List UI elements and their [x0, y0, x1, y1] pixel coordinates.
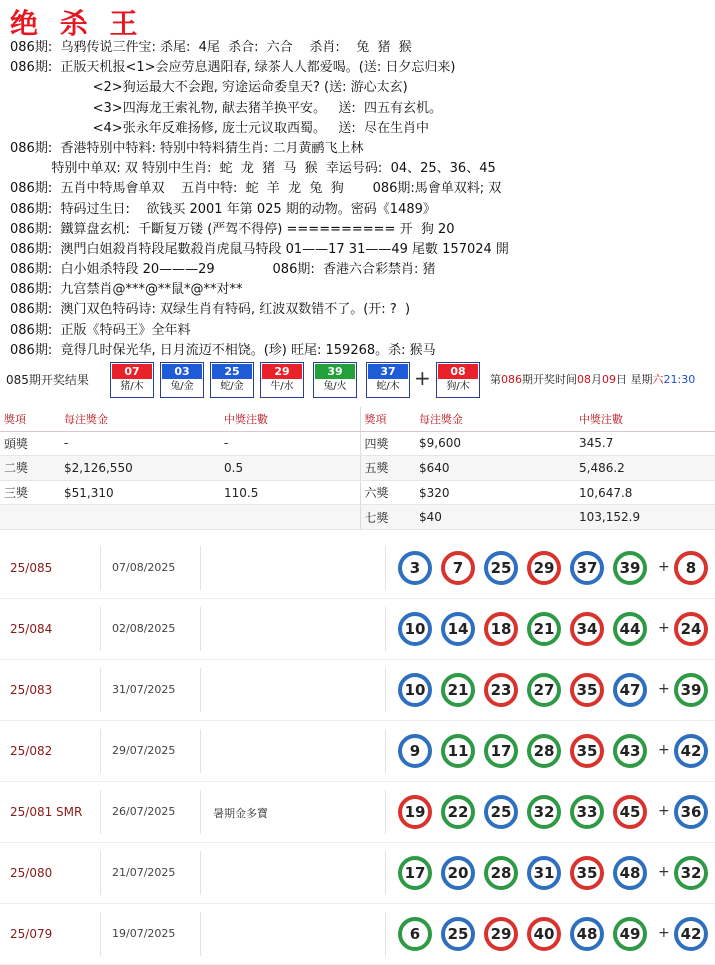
history-row: [0, 538, 715, 599]
lottery-ball: 43: [613, 734, 647, 768]
lottery-ball: 35: [570, 856, 604, 890]
lottery-ball: 28: [484, 856, 518, 890]
table-cell: -: [60, 431, 220, 456]
table-cell: [60, 505, 220, 530]
result-label: 085期开奖结果: [6, 373, 89, 387]
ball-zodiac: 兔/火: [323, 381, 347, 392]
special-lottery-ball: 8: [674, 551, 708, 585]
ball-number: 08: [438, 364, 478, 379]
divider: [200, 546, 201, 590]
table-cell: 二獎: [0, 456, 60, 481]
text-line: 086期: 九宫禁肖@***@**鼠*@**对**: [10, 282, 243, 298]
lottery-ball: 14: [441, 612, 475, 646]
text-line: 特别中单双: 双 特别中生肖: 蛇 龙 猪 马 猴 幸运号码: 04、25、36、45: [10, 161, 496, 177]
divider: [385, 790, 386, 834]
text-line: 086期: 五肖中特馬會单双 五肖中特: 蛇 羊 龙 兔 狗 086期:馬會单双料; 双: [10, 181, 502, 197]
divider: [200, 607, 201, 651]
prize-table: [0, 407, 715, 530]
lottery-ball: 40: [527, 917, 561, 951]
text-line: 086期: 鐵算盘玄机: 千斷复万镂 (严驾不得停) ========== 开 狗 20: [10, 221, 455, 237]
lottery-ball: 49: [613, 917, 647, 951]
text-line: 086期: 正版《特码王》全年料: [10, 322, 191, 338]
header-cell: 中獎注數: [220, 407, 360, 431]
result-ball: [110, 362, 154, 398]
divider: [100, 790, 101, 834]
text-line: <4>张永年反难扬修, 庞士元议取西蜀。 送: 尽在生肖中: [10, 120, 430, 136]
draw-prefix: 第: [490, 373, 501, 386]
text-line: <3>四海龙王索礼物, 献去猪羊换平安。 送: 四五有玄机。: [10, 100, 443, 116]
divider: [100, 607, 101, 651]
header-cell: 中獎注數: [575, 407, 715, 431]
ball-zodiac: 蛇/金: [220, 381, 244, 392]
ball-number: 25: [212, 364, 252, 379]
lottery-ball: 19: [398, 795, 432, 829]
table-cell: 七獎: [360, 505, 415, 530]
text-line: <2>狗运最大不会跑, 穷途运命委皇天? (送: 游心太玄): [10, 80, 408, 96]
header-cell: 每注獎金: [60, 407, 220, 431]
plus-sign: +: [414, 366, 431, 390]
lottery-ball: 29: [527, 551, 561, 585]
issue-number[interactable]: 25/085: [10, 561, 53, 575]
lottery-ball: 10: [398, 612, 432, 646]
divider: [100, 851, 101, 895]
draw-day: 09: [602, 373, 616, 386]
table-cell: 四獎: [360, 431, 415, 456]
table-row: [0, 431, 715, 456]
ball-number: 39: [315, 364, 355, 379]
table-cell: $320: [415, 480, 575, 505]
table-cell: [0, 505, 60, 530]
draw-note: 暑期金多寶: [213, 807, 268, 820]
history-row: [0, 660, 715, 721]
plus-sign: +: [658, 864, 670, 880]
table-cell: [220, 505, 360, 530]
lottery-ball: 17: [484, 734, 518, 768]
lottery-ball: 28: [527, 734, 561, 768]
table-cell: 345.7: [575, 431, 715, 456]
issue-number[interactable]: 25/082: [10, 744, 53, 758]
text-line: 086期: 乌鸦传说三件宝: 杀尾: 4尾 杀合: 六合 杀肖: 兔 猪 猴: [10, 40, 412, 55]
issue-number[interactable]: 25/083: [10, 683, 53, 697]
ball-number: 03: [162, 364, 202, 379]
draw-date: 21/07/2025: [112, 866, 176, 879]
table-cell: 三獎: [0, 480, 60, 505]
draw-date: 29/07/2025: [112, 744, 176, 757]
table-cell: 頭獎: [0, 431, 60, 456]
lottery-ball: 6: [398, 917, 432, 951]
draw-result-bar: [0, 362, 715, 398]
plus-sign: +: [658, 681, 670, 697]
divider: [100, 729, 101, 773]
page-title: 绝 杀 王: [10, 7, 144, 40]
lottery-ball: 11: [441, 734, 475, 768]
lottery-ball: 25: [484, 551, 518, 585]
lottery-ball: 47: [613, 673, 647, 707]
special-ball: [436, 362, 480, 398]
lottery-ball: 31: [527, 856, 561, 890]
header-cell: 獎項: [0, 407, 60, 431]
result-ball: [210, 362, 254, 398]
draw-clock: 21:30: [663, 373, 696, 386]
special-lottery-ball: 42: [674, 734, 708, 768]
lottery-ball: 35: [570, 673, 604, 707]
issue-number[interactable]: 25/080: [10, 866, 53, 880]
history-row: [0, 843, 715, 904]
plus-sign: +: [658, 559, 670, 575]
lottery-ball: 18: [484, 612, 518, 646]
issue-number[interactable]: 25/081 SMR: [10, 805, 83, 819]
divider: [100, 668, 101, 712]
draw-date: 19/07/2025: [112, 927, 176, 940]
ball-zodiac: 牛/水: [270, 381, 294, 392]
lottery-ball: 45: [613, 795, 647, 829]
ball-zodiac: 猪/木: [120, 381, 144, 392]
lottery-ball: 39: [613, 551, 647, 585]
lottery-ball: 20: [441, 856, 475, 890]
special-lottery-ball: 32: [674, 856, 708, 890]
divider: [200, 851, 201, 895]
ball-zodiac: 狗/木: [446, 381, 470, 392]
history-row: [0, 904, 715, 965]
special-lottery-ball: 36: [674, 795, 708, 829]
table-row: [0, 480, 715, 505]
table-cell: $2,126,550: [60, 456, 220, 481]
draw-date: 31/07/2025: [112, 683, 176, 696]
history-row: [0, 599, 715, 660]
divider: [385, 729, 386, 773]
issue-number[interactable]: 25/079: [10, 927, 53, 941]
plus-sign: +: [658, 803, 670, 819]
table-cell: 10,647.8: [575, 480, 715, 505]
text-line: 086期: 白小姐杀特段 20———29 086期: 香港六合彩禁肖: 猪: [10, 262, 436, 278]
ball-number: 37: [368, 364, 408, 379]
table-row: [0, 456, 715, 481]
divider: [200, 912, 201, 956]
table-cell: $9,600: [415, 431, 575, 456]
lottery-ball: 32: [527, 795, 561, 829]
lottery-ball: 25: [484, 795, 518, 829]
lottery-ball: 17: [398, 856, 432, 890]
draw-month-unit: 月: [591, 373, 602, 386]
table-row: [0, 505, 715, 530]
lottery-ball: 23: [484, 673, 518, 707]
history-row: [0, 721, 715, 782]
table-cell: 五獎: [360, 456, 415, 481]
lottery-ball: 9: [398, 734, 432, 768]
lottery-ball: 7: [441, 551, 475, 585]
prediction-text-block: [0, 38, 715, 361]
plus-sign: +: [658, 925, 670, 941]
text-line: 086期: 澳門白姐殺肖特段尾數殺肖虎鼠马特段 01——17 31——49 尾數 157024 開: [10, 241, 509, 257]
special-lottery-ball: 42: [674, 917, 708, 951]
divider: [100, 912, 101, 956]
history-list: [0, 538, 715, 965]
ball-number: 07: [112, 364, 152, 379]
lottery-ball: 21: [441, 673, 475, 707]
table-cell: 110.5: [220, 480, 360, 505]
lottery-ball: 35: [570, 734, 604, 768]
lottery-ball: 48: [570, 917, 604, 951]
table-cell: $51,310: [60, 480, 220, 505]
divider: [385, 668, 386, 712]
lottery-ball: 34: [570, 612, 604, 646]
plus-sign: +: [658, 620, 670, 636]
lottery-ball: 48: [613, 856, 647, 890]
lottery-ball: 27: [527, 673, 561, 707]
divider: [200, 790, 201, 834]
text-line: 086期: 澳门双色特码诗: 双绿生肖有特码, 红波双数错不了。(开: ? ): [10, 302, 411, 318]
lottery-ball: 21: [527, 612, 561, 646]
history-row: [0, 782, 715, 843]
header-cell: 每注獎金: [415, 407, 575, 431]
result-ball: [260, 362, 304, 398]
lottery-ball: 3: [398, 551, 432, 585]
issue-number[interactable]: 25/084: [10, 622, 53, 636]
lottery-ball: 25: [441, 917, 475, 951]
table-cell: -: [220, 431, 360, 456]
draw-mid: 期开奖时间: [522, 373, 577, 386]
lottery-ball: 44: [613, 612, 647, 646]
divider: [100, 546, 101, 590]
divider: [200, 729, 201, 773]
special-lottery-ball: 39: [674, 673, 708, 707]
draw-date: 02/08/2025: [112, 622, 176, 635]
header-cell: 獎項: [360, 407, 415, 431]
text-line: 086期: 正版天机报<1>会应劳息遇阳春, 绿茶人人都爱喝。(送: 日夕忘归来): [10, 60, 456, 76]
result-ball: [160, 362, 204, 398]
draw-month: 08: [577, 373, 591, 386]
divider: [385, 851, 386, 895]
result-ball: [366, 362, 410, 398]
divider: [385, 607, 386, 651]
table-cell: 0.5: [220, 456, 360, 481]
lottery-ball: 10: [398, 673, 432, 707]
special-lottery-ball: 24: [674, 612, 708, 646]
table-cell: $40: [415, 505, 575, 530]
table-header-row: [0, 407, 715, 431]
ball-zodiac: 兔/金: [170, 381, 194, 392]
ball-number: 29: [262, 364, 302, 379]
text-line: 086期: 香港特别中特料: 特别中特料猜生肖: 二月黄鹂飞上林: [10, 140, 364, 156]
draw-date: 07/08/2025: [112, 561, 176, 574]
lottery-ball: 33: [570, 795, 604, 829]
table-cell: 5,486.2: [575, 456, 715, 481]
draw-day-unit: 日 星期: [616, 373, 653, 386]
draw-date: 26/07/2025: [112, 805, 176, 818]
draw-issue: 086: [501, 373, 522, 386]
lottery-ball: 29: [484, 917, 518, 951]
draw-weekday: 六: [652, 373, 664, 386]
result-ball: [313, 362, 357, 398]
ball-zodiac: 蛇/木: [376, 381, 400, 392]
divider: [385, 912, 386, 956]
lottery-ball: 37: [570, 551, 604, 585]
text-line: 086期: 特码过生日: 欲钱买 2001 年第 025 期的动物。密码《1489》: [10, 201, 436, 217]
next-draw-time: [490, 371, 695, 387]
text-line: 086期: 竟得几时保光华, 日月流迈不相饶。(珍) 旺尾: 159268。杀: 猴马: [10, 342, 436, 358]
divider: [385, 546, 386, 590]
plus-sign: +: [658, 742, 670, 758]
table-cell: 103,152.9: [575, 505, 715, 530]
table-cell: 六獎: [360, 480, 415, 505]
table-cell: $640: [415, 456, 575, 481]
lottery-ball: 22: [441, 795, 475, 829]
divider: [200, 668, 201, 712]
